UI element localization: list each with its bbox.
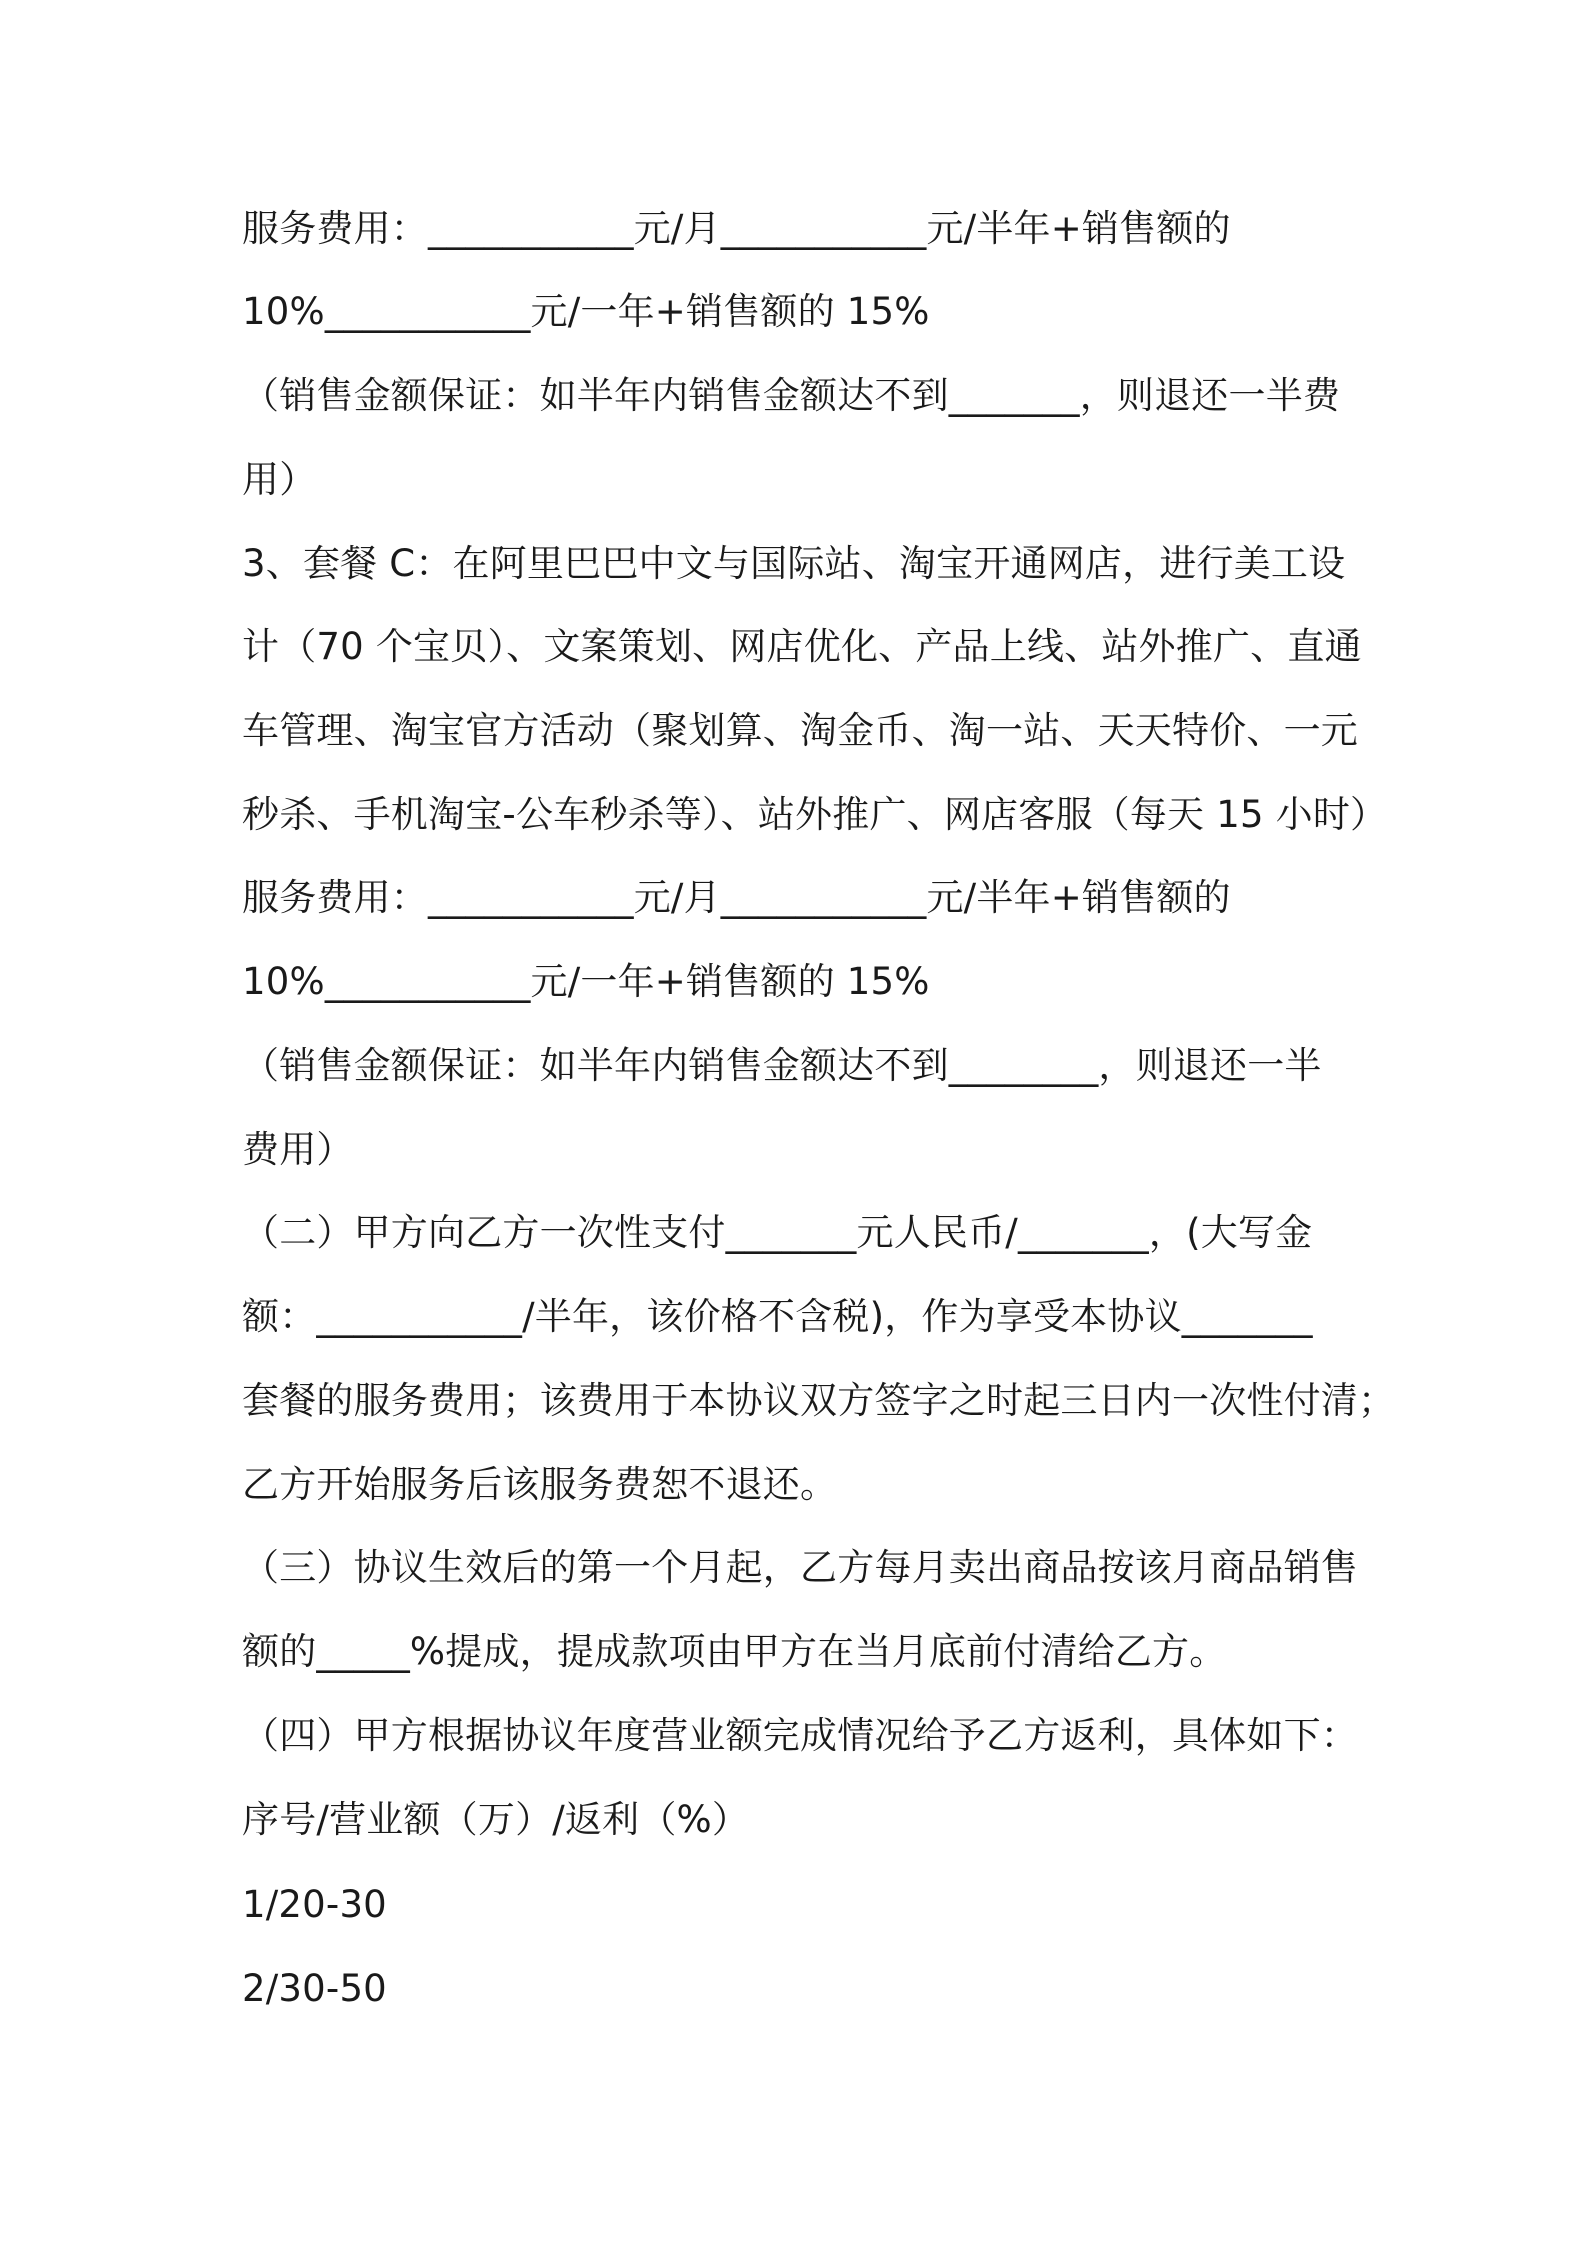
text-line: 套餐的服务费用；该费用于本协议双方签字之时起三日内一次性付清； [242, 1379, 1396, 1422]
text-line: 10%___________元/一年+销售额的 15% [242, 960, 930, 1003]
text-line: 乙方开始服务后该服务费恕不退还。 [242, 1463, 838, 1506]
text-line: 2/30-50 [242, 1967, 387, 2010]
text-line: 序号/营业额（万）/返利（%） [242, 1798, 750, 1841]
text-line: （四）甲方根据协议年度营业额完成情况给予乙方返利，具体如下： [242, 1714, 1358, 1757]
text-line: 用） [242, 458, 317, 501]
text-line: 秒杀、手机淘宝-公车秒杀等）、站外推广、网店客服（每天 15 小时） [242, 793, 1388, 836]
text-line: 计（70 个宝贝）、文案策划、网店优化、产品上线、站外推广、直通 [242, 625, 1362, 668]
text-line: （二）甲方向乙方一次性支付_______元人民币/_______，(大写金 [242, 1211, 1313, 1254]
text-line: （销售金额保证：如半年内销售金额达不到________，则退还一半 [242, 1044, 1322, 1087]
text-line: （三）协议生效后的第一个月起，乙方每月卖出商品按该月商品销售 [242, 1546, 1358, 1589]
text-line: 服务费用：___________元/月___________元/半年+销售额的 [242, 207, 1231, 250]
text-line: 额：___________/半年，该价格不含税)，作为享受本协议_______ [242, 1295, 1313, 1338]
text-line: 3、套餐 C：在阿里巴巴中文与国际站、淘宝开通网店，进行美工设 [242, 542, 1346, 585]
text-line: 10%___________元/一年+销售额的 15% [242, 290, 930, 333]
text-line: 车管理、淘宝官方活动（聚划算、淘金币、淘一站、天天特价、一元 [242, 709, 1358, 752]
text-line: 1/20-30 [242, 1883, 387, 1926]
text-line: 额的_____%提成，提成款项由甲方在当月底前付清给乙方。 [242, 1630, 1227, 1673]
text-line: 费用） [242, 1128, 354, 1171]
text-line: （销售金额保证：如半年内销售金额达不到_______，则退还一半费 [242, 374, 1341, 417]
text-line: 服务费用：___________元/月___________元/半年+销售额的 [242, 876, 1231, 919]
